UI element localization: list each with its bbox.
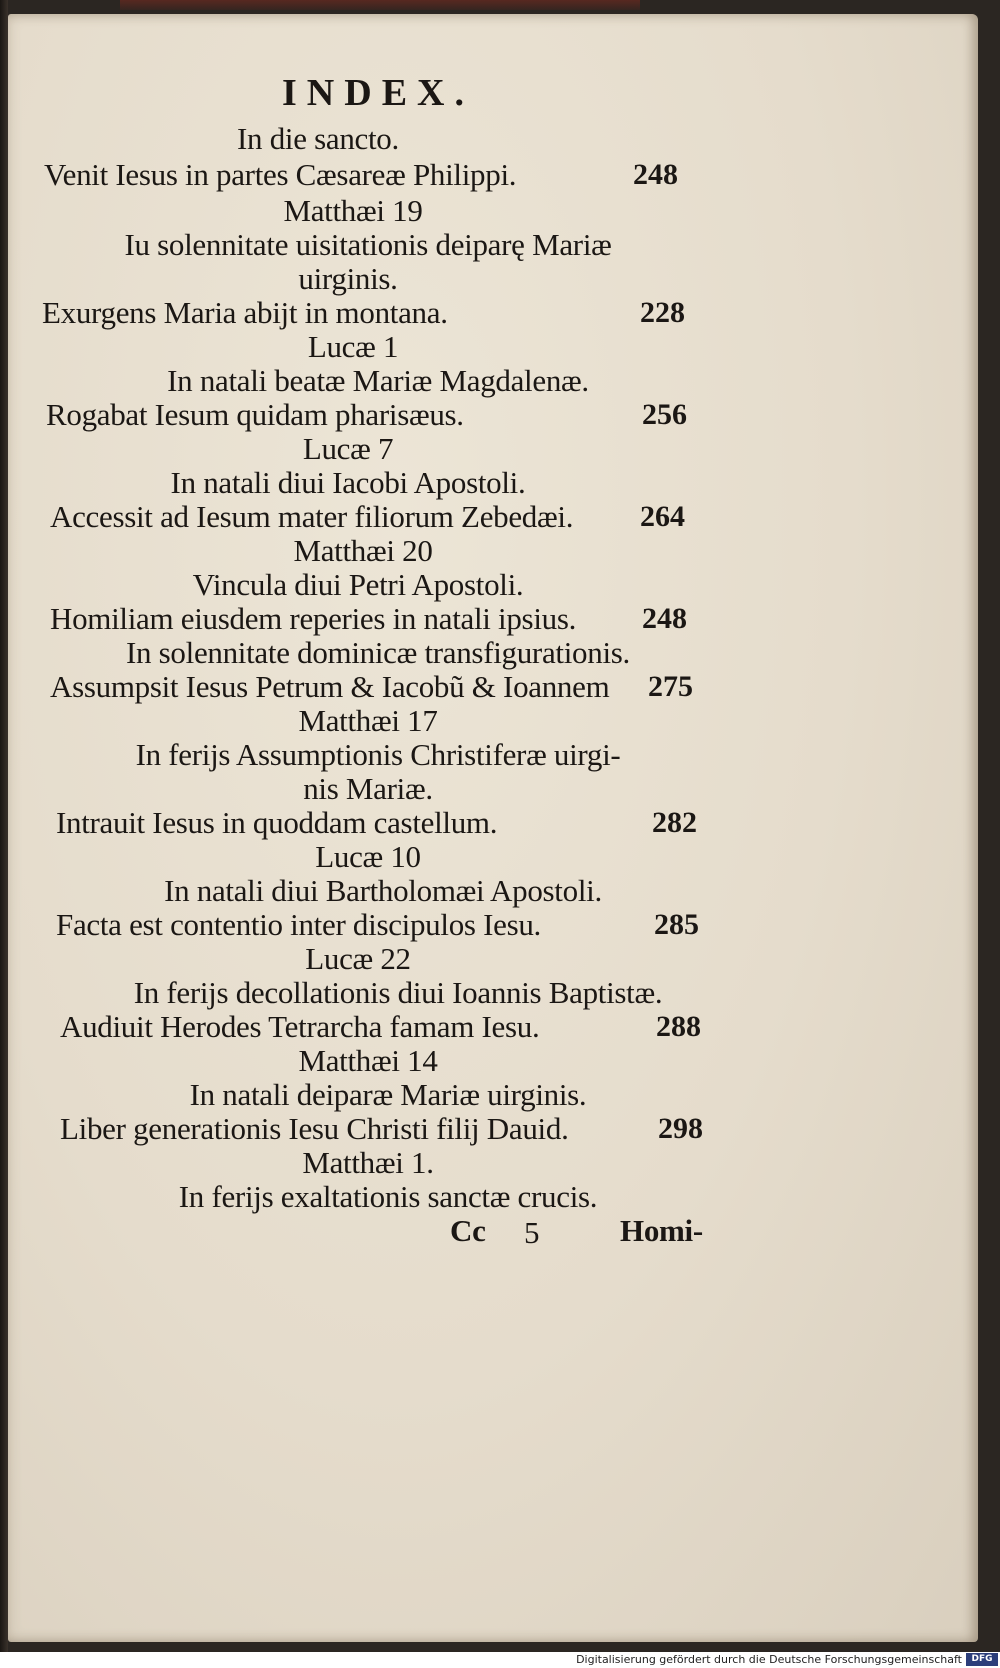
page-reference: 282 bbox=[652, 806, 697, 839]
index-heading: In natali diui Iacobi Apostoli. bbox=[170, 465, 526, 500]
index-heading: In ferijs Assumptionis Christiferæ uirgi- bbox=[135, 737, 621, 772]
index-entry: Intrauit Iesus in quoddam castellum. bbox=[56, 805, 498, 840]
gospel-reference: Lucæ 10 bbox=[315, 839, 421, 874]
index-heading: In natali beatæ Mariæ Magdalenæ. bbox=[167, 363, 589, 398]
index-entry: Homiliam eiusdem reperies in natali ipsius. bbox=[50, 601, 577, 636]
index-entry: Exurgens Maria abiјt in montana. bbox=[42, 295, 448, 330]
book-page bbox=[8, 14, 978, 1642]
page-reference: 256 bbox=[642, 398, 687, 431]
digitization-footer bbox=[0, 1652, 1000, 1668]
gospel-reference: Matthæi 17 bbox=[298, 703, 438, 738]
funding-note: Digitalisierung gefördert durch die Deutsche Forschungsgemeinschaft bbox=[576, 1653, 962, 1666]
page-reference: 285 bbox=[654, 908, 699, 941]
dfg-logo: DFG bbox=[966, 1653, 998, 1666]
gospel-reference: Lucæ 22 bbox=[305, 941, 411, 976]
gospel-reference: Lucæ 1 bbox=[307, 329, 399, 364]
index-heading: uirginis. bbox=[298, 261, 398, 296]
page-reference: 228 bbox=[640, 296, 685, 329]
page-reference: 298 bbox=[658, 1112, 703, 1145]
signature-mark: Cc bbox=[450, 1213, 486, 1248]
index-heading: In ferijs decollationis diui Ioannis Baptistæ. bbox=[133, 975, 663, 1010]
gospel-reference: Matthæi 20 bbox=[293, 533, 433, 568]
page-reference: 264 bbox=[640, 500, 685, 533]
page-reference: 288 bbox=[656, 1010, 701, 1043]
index-entry: Audiuit Herodes Tetrarcha famam Iesu. bbox=[60, 1009, 540, 1044]
page-reference: 275 bbox=[648, 670, 693, 703]
gospel-reference: Matthæi 14 bbox=[298, 1043, 438, 1078]
index-entry: Assumpsit Iesus Petrum & Iacobũ & Ioannem bbox=[50, 669, 610, 704]
index-entry: Facta est contentio inter discipulos Iesu. bbox=[56, 907, 542, 942]
index-heading: Vincula diui Petri Apostoli. bbox=[192, 567, 524, 602]
index-heading: In die sancto. bbox=[237, 121, 399, 156]
index-heading: In natali diui Bartholomæi Apostoli. bbox=[164, 873, 602, 908]
page-reference: 248 bbox=[633, 158, 678, 191]
gospel-reference: Matthæi 1. bbox=[302, 1145, 434, 1180]
index-heading: Iu solennitate uisitationis deiparę Mariæ bbox=[124, 227, 612, 262]
signature-number: 5 bbox=[524, 1215, 540, 1250]
index-heading: In natali deiparæ Mariæ uirginis. bbox=[189, 1077, 587, 1112]
page-reference: 248 bbox=[642, 602, 687, 635]
catchword: Homi- bbox=[620, 1213, 703, 1248]
index-entry: Venit Iesus in partes Cæsareæ Philippi. bbox=[44, 157, 517, 192]
index-entry: Liber generationis Iesu Christi filij Dauid. bbox=[60, 1111, 569, 1146]
page-title: INDEX. bbox=[282, 72, 474, 114]
index-heading: In solennitate dominicæ transfigurationis. bbox=[126, 635, 630, 670]
gospel-reference: Matthæi 19 bbox=[283, 193, 423, 228]
book-spine-edge bbox=[0, 0, 8, 1652]
index-heading: In ferijs exaltationis sanctæ crucis. bbox=[178, 1179, 598, 1214]
gospel-reference: Lucæ 7 bbox=[302, 431, 394, 466]
page-top-edge bbox=[120, 0, 640, 10]
index-entry: Rogabat Iesum quidam pharisæus. bbox=[46, 397, 464, 432]
index-entry: Accessit ad Iesum mater filiorum Zebedæi. bbox=[50, 499, 574, 534]
index-heading: nis Mariæ. bbox=[303, 771, 433, 806]
